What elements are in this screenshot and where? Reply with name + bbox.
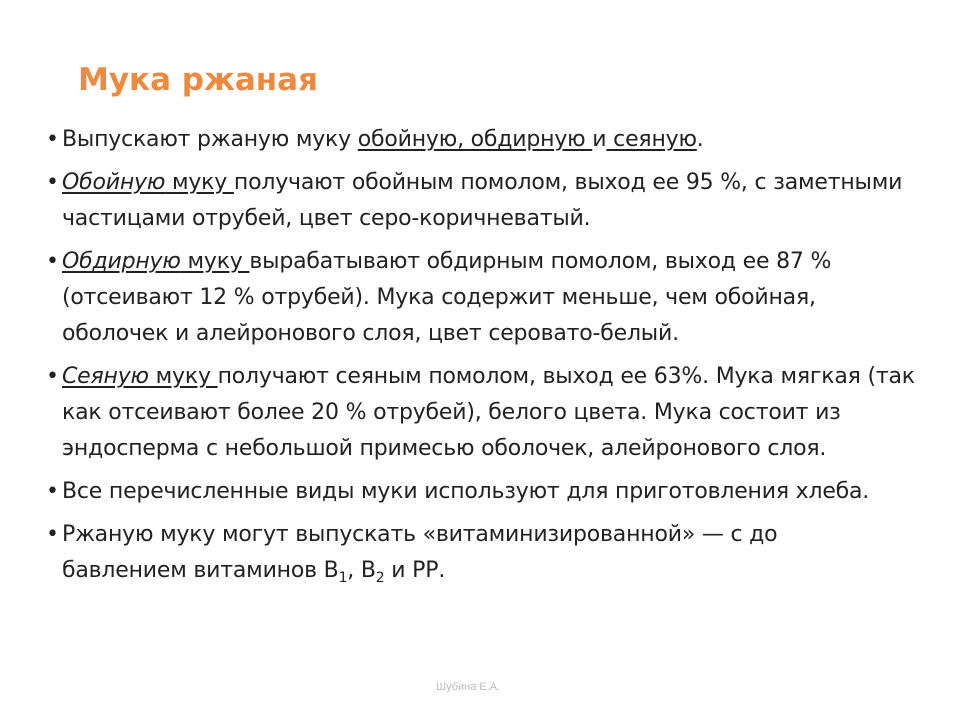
bullet-item-2 <box>46 165 916 237</box>
underlined-term: Обдирную <box>62 249 181 274</box>
bullet-marker: • <box>46 479 59 504</box>
bullet-text: , В <box>347 558 376 583</box>
bullet-marker: • <box>46 364 59 389</box>
bullet-item-3 <box>46 244 916 352</box>
underlined-term: Обойную <box>62 170 166 195</box>
subscript: 2 <box>375 570 385 586</box>
author-watermark: Шубина Е.А. <box>436 681 501 693</box>
bullet-text-line-1: Ржаную муку могут выпускать «витаминизированной» — с до <box>62 522 778 547</box>
subscript: 1 <box>338 570 348 586</box>
underlined-text: муку <box>180 249 250 274</box>
bullet-marker: • <box>46 249 59 274</box>
bullet-text: получают сеяным помолом, выход ее 63%. Мука мягкая (так как отсеивают более 20 % отрубей), белого цвета. Мука состоит из эндосперма с небольшой примесью оболочек, алейронового слоя. <box>62 364 915 461</box>
bullet-text: и РР. <box>384 558 446 583</box>
underlined-text: сеяную <box>606 127 697 152</box>
underlined-text: муку <box>148 364 218 389</box>
bullet-text: . <box>696 127 704 152</box>
bullet-text: вырабатывают обдирным помолом, выход ее 87 % (отсеивают 12 % отрубей). Мука содержит меньше, чем обойная, оболочек и алейронового слоя, цвет серовато-белый. <box>62 249 832 346</box>
bullet-text: и <box>592 127 607 152</box>
underlined-text: муку <box>165 170 234 195</box>
bullet-marker: • <box>46 127 59 152</box>
bullet-marker: • <box>46 170 59 195</box>
bullet-text: получают обойным помолом, выход ее 95 %, с заметными частицами отрубей, цвет серо-коричневатый. <box>62 170 903 231</box>
underlined-text: обойную, обдирную <box>357 127 593 152</box>
bullet-item-1 <box>46 122 916 158</box>
bullet-text-line-2: бавлением витаминов В <box>62 558 339 583</box>
bullet-item-4 <box>46 359 916 467</box>
underlined-term: Сеяную <box>62 364 149 389</box>
bullet-list <box>46 122 916 596</box>
bullet-marker: • <box>46 522 59 547</box>
bullet-item-5 <box>46 474 916 510</box>
bullet-item-6 <box>46 517 916 589</box>
bullet-text: Все перечисленные виды муки используют для приготовления хлеба. <box>62 479 870 504</box>
bullet-text: Выпускают ржаную муку <box>62 127 358 152</box>
slide-title: Мука ржаная <box>78 62 319 98</box>
